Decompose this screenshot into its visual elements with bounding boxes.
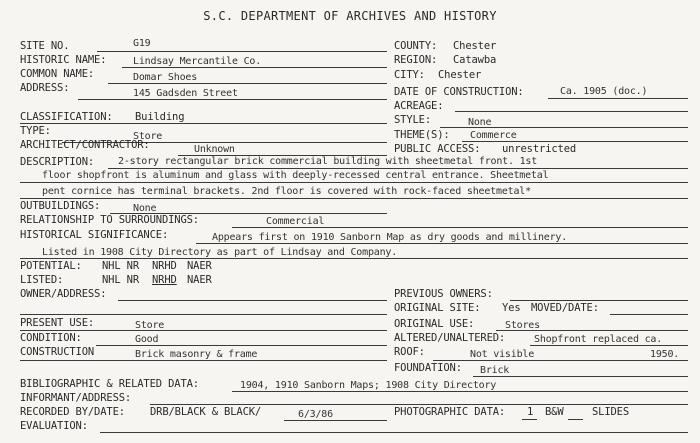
historic-name-value: Lindsay Mercantile Co. (133, 56, 262, 67)
site-no-line (97, 51, 387, 52)
relationship-line (232, 227, 688, 228)
present-use-line (20, 330, 387, 331)
moved-date-label: MOVED/DATE: (531, 302, 599, 314)
recorded-by-value: DRB/BLACK & BLACK/ (150, 406, 262, 418)
site-no-label: SITE NO. (20, 40, 70, 52)
classification-line (20, 123, 387, 124)
description-line-3: pent cornice has terminal brackets. 2nd floor is covered with rock-faced sheetmetal* (42, 186, 531, 197)
altered-value: Shopfront replaced ca. (534, 334, 663, 345)
city-value: Chester (438, 69, 482, 81)
style-value: None (468, 117, 492, 128)
form-header: S.C. DEPARTMENT OF ARCHIVES AND HISTORY (203, 9, 497, 23)
type-value: Store (133, 131, 163, 142)
potential-nrhd: NRHD (152, 260, 177, 272)
original-use-line (496, 330, 688, 331)
listed-options: NHL NR (102, 274, 140, 286)
historic-name-line (122, 67, 387, 68)
bibliographic-label: BIBLIOGRAPHIC & RELATED DATA: (20, 378, 199, 390)
informant-line (150, 404, 688, 405)
description-line-1: 2-story rectangular brick commercial building with sheetmetal front. 1st (118, 156, 538, 167)
theme-label: THEME(S): (394, 129, 450, 141)
city-label: CITY: (394, 69, 425, 81)
condition-value: Good (135, 334, 159, 345)
recorded-date-value: 6/3/86 (298, 409, 333, 420)
common-name-value: Domar Shoes (133, 72, 198, 83)
description-rule-2 (20, 182, 688, 183)
public-access-label: PUBLIC ACCESS: (394, 143, 481, 155)
evaluation-label: EVALUATION: (20, 420, 88, 432)
region-value: Catawba (453, 54, 497, 66)
construction-label: CONSTRUCTION (20, 346, 95, 358)
bw-label: B&W (545, 406, 564, 418)
photographic-data-label: PHOTOGRAPHIC DATA: (394, 406, 506, 418)
foundation-value: Brick (480, 365, 510, 376)
construction-line (20, 360, 387, 361)
roof-line (433, 360, 688, 361)
roof-label: ROOF: (394, 346, 425, 358)
description-rule-3 (20, 198, 688, 199)
public-access-value: unrestricted (502, 143, 577, 155)
construction-value: Brick masonry & frame (135, 349, 258, 360)
listed-label: LISTED: (20, 274, 64, 286)
site-no-value: G19 (133, 38, 151, 49)
outbuildings-value: None (133, 203, 157, 214)
address-label: ADDRESS: (20, 82, 70, 94)
historic-name-label: HISTORIC NAME: (20, 54, 107, 66)
common-name-label: COMMON NAME: (20, 68, 95, 80)
architect-value: Unknown (194, 144, 235, 155)
photo-count-value: 1 (527, 406, 534, 418)
roof-value: Not visible (470, 349, 535, 360)
architect-label: ARCHITECT/CONTRACTOR: (20, 139, 150, 151)
potential-naer: NAER (187, 260, 212, 272)
description-line-2: floor shopfront is aluminum and glass with deeply-recessed central entrance. Sheetmetal (42, 170, 549, 181)
potential-label: POTENTIAL: (20, 260, 82, 272)
original-use-label: ORIGINAL USE: (394, 318, 475, 330)
style-line (440, 127, 688, 128)
description-label: DESCRIPTION: (20, 156, 95, 168)
recorded-date-line (284, 420, 387, 421)
outbuildings-label: OUTBUILDINGS: (20, 200, 101, 212)
style-label: STYLE: (394, 114, 432, 126)
region-label: REGION: (394, 54, 438, 66)
original-site-label: ORIGINAL SITE: (394, 302, 481, 314)
previous-owners-line (510, 300, 688, 301)
acreage-label: ACREAGE: (394, 100, 444, 112)
condition-label: CONDITION: (20, 332, 82, 344)
recorded-by-label: RECORDED BY/DATE: (20, 406, 125, 418)
historical-significance-line-1: Appears first on 1910 Sanborn Map as dry goods and millinery. (212, 232, 568, 243)
description-rule-1 (108, 168, 688, 169)
theme-value: Commerce (470, 130, 517, 141)
bibliographic-line (232, 391, 688, 392)
listed-nrhd-marked: NRHD (152, 274, 177, 286)
photo-count-line (522, 419, 537, 420)
foundation-label: FOUNDATION: (394, 362, 462, 374)
original-site-value: Yes (502, 302, 521, 314)
condition-line (96, 345, 387, 346)
acreage-line (455, 111, 688, 112)
evaluation-line (100, 432, 688, 433)
slides-label: SLIDES (592, 406, 630, 418)
date-of-construction-value: Ca. 1905 (doc.) (560, 86, 648, 97)
potential-options: NHL NR (102, 260, 140, 272)
altered-value-continued: 1950. (650, 349, 680, 360)
original-use-value: Stores (505, 320, 540, 331)
altered-line (530, 345, 688, 346)
address-value: 145 Gadsden Street (133, 88, 238, 99)
informant-label: INFORMANT/ADDRESS: (20, 392, 132, 404)
relationship-value: Commercial (266, 216, 325, 227)
owner-address-label: OWNER/ADDRESS: (20, 288, 107, 300)
moved-date-line (610, 314, 688, 315)
classification-label: CLASSIFICATION: (20, 111, 113, 123)
county-value: Chester (453, 40, 497, 52)
bw-line (568, 419, 583, 420)
owner-address-line-2 (20, 314, 387, 315)
date-of-construction-label: DATE OF CONSTRUCTION: (394, 86, 524, 98)
address-line (78, 99, 387, 100)
historical-significance-label: HISTORICAL SIGNIFICANCE: (20, 229, 169, 241)
historical-significance-rule-1 (196, 243, 688, 244)
bibliographic-value: 1904, 1910 Sanborn Maps; 1908 City Directory (240, 380, 497, 391)
altered-label: ALTERED/UNALTERED: (394, 332, 506, 344)
classification-value: Building (135, 111, 185, 123)
county-label: COUNTY: (394, 40, 438, 52)
present-use-value: Store (135, 320, 165, 331)
theme-line (462, 141, 688, 142)
relationship-label: RELATIONSHIP TO SURROUNDINGS: (20, 214, 199, 226)
owner-address-line (118, 300, 387, 301)
listed-naer: NAER (187, 274, 212, 286)
historical-significance-rule-2 (20, 258, 688, 259)
type-label: TYPE: (20, 125, 51, 137)
foundation-line (473, 376, 688, 377)
date-of-construction-line (548, 98, 688, 99)
previous-owners-label: PREVIOUS OWNERS: (394, 288, 493, 300)
common-name-line (108, 83, 387, 84)
historical-significance-line-2: Listed in 1908 City Directory as part of Lindsay and Company. (42, 247, 398, 258)
present-use-label: PRESENT USE: (20, 317, 95, 329)
